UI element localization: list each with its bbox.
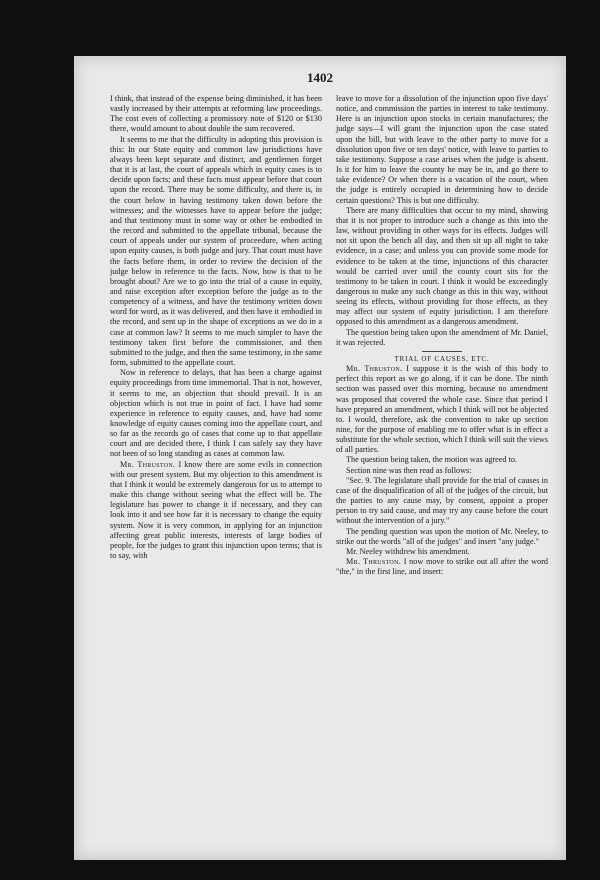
paragraph <box>110 460 322 562</box>
paragraph-text: I think, that instead of the expense being diminished, it has been vastly increased by their attempts at reforming law proceedings. The cost even of collecting a promissory note of $120 or $130 there, would amount to about double the sum recovered. <box>110 94 322 134</box>
page-number: 1402 <box>307 70 333 85</box>
paragraph-text: I know there are some evils in connection with our present system. But my objection to this amendment is that I think it would be extremely dangerous for us to attempt to make this change without seeing what the effect will be. The legislature has power to change it if necessary, and they can look into it and see how far it is necessary to change the equity system. Now it is very common, in applying for an injunction affecting great public interests, interests of large bodies of people, for the judges to grant this injunction upon terms; that is to say, with <box>110 459 323 561</box>
paragraph-text: leave to move for a dissolution of the injunction upon five days' notice, and commission the parties in interest to take testimony. Here is an injunction upon stocks in certain manufactures; the judge says—I will grant the injunction upon the case stated upon the bill, but with leave to the other party to move for a dissolution upon five or ten days' notice, with leave to parties to take testimony. Suppose a case arises when the judge is absent. Is it for him to leave the county he may be in, and go there to take evidence? Or when there is a vacation of the court, when the judge is entirely occupied in determining how to decide certain questions? This is but one difficulty. <box>336 94 548 205</box>
paragraph <box>110 135 322 369</box>
paragraph <box>110 94 322 135</box>
paragraph-text: The question being taken, the motion was agreed to. <box>346 455 517 465</box>
paragraph-text: I suppose it is the wish of this body to perfect this report as we go along, if it can be done. The ninth section was passed over this morning, because no amendment was proposed that covered the whole case. Since that period I have prepared an amendment, which I think will not be objected to. I would, therefore, ask the convention to take up section nine, for the purpose of enabling me to offer what is in effect a substitute for the whole section, which I think will suit the views of all parties. <box>336 364 548 455</box>
right-column <box>336 94 548 577</box>
speaker-name: Mr. Thruston. <box>346 364 403 374</box>
speaker-name: Mr. Thruston. <box>120 459 176 469</box>
paragraph <box>336 206 548 328</box>
paragraph-text: I now move to strike out all after the word "the," in the first line, and insert: <box>336 557 549 577</box>
section-rule <box>422 351 462 352</box>
paragraph <box>336 94 548 206</box>
paragraph-text: The pending question was upon the motion of Mr. Neeley, to strike out the words "all of the judges" and insert "any judge." <box>336 526 548 546</box>
paragraph-text: The question being taken upon the amendment of Mr. Daniel, it was rejected. <box>336 327 548 347</box>
paragraph <box>110 368 322 459</box>
left-column <box>110 94 322 561</box>
paragraph <box>336 476 548 527</box>
document-page <box>74 56 566 860</box>
paragraph <box>336 455 548 465</box>
paragraph-text: "Sec. 9. The legislature shall provide for the trial of causes in case of the disqualification of all of the judges of the circuit, but the parties to any cause may, by consent, appoint a proper person to try said cause, and may try any cause before the court without the intervention of a jury." <box>336 475 548 526</box>
paragraph <box>336 527 548 547</box>
paragraph-text: Section nine was then read as follows: <box>346 465 472 475</box>
paragraph <box>336 364 548 455</box>
paragraph-text: There are many difficulties that occur to my mind, showing that it is not proper to introduce such a change as this into the law, without providing in other ways for its effects. Judges will not sit upon the bench all day, and then sit up all night to take evidence, in a case; and unless you can provide some mode for evidence to be taken at the time, injunctions of this character would be carried over until the county court sits for the testimony to be taken in court. I think it would be exceedingly dangerous to make any such change as this in this way, without seeing its effects, without providing for those effects, as they may affect our system of equity jurisdiction. I am therefore opposed to this amendment as a dangerous amendment. <box>336 205 548 327</box>
paragraph-text: Now in reference to delays, that has been a charge against equity proceedings from time immemorial. That is not, however, it seems to me, an objection that should prevail. It is an objection which is not true in point of fact. I have had some experience in reference to equity causes, and, have had some knowledge of equity causes coming into the appellate court, and so far as the records go of cases that come up to that appellate court and are decided there, I think I can safely say they have not been of so long standing as cases at common law. <box>110 368 322 459</box>
paragraph <box>336 557 548 577</box>
paragraph <box>336 547 548 557</box>
paragraph-text: Mr. Neeley withdrew his amendment. <box>346 546 470 556</box>
paragraph-text: It seems to me that the difficulty in adopting this provision is this: In our State equity and common law jurisdictions have always been kept separate and distinct, and gentlemen forget that it is at last, the court of appeals which in equity cases is to decide upon facts; and these facts must appear before that court upon the record. There may be some difficulty, and there is, in the court below in having testimony taken down before the witnesses; and the witnesses have to appear before the judge; and that testimony must in some way or other be embodied in the record and submitted to the appellate tribunal, because the court of appeals under our system of proceedure, when acting upon equity causes, is both judge and jury. That court must have the facts before them, in order to review the decision of the judge below in reference to the facts. Now, how is that to be brought about? Are we to go into the trial of a cause in equity, and raise exception after exception before the judge as to the competency of a witness, and have the testimony written down word for word, as it was delivered, and then have it embodied in the record, and sent up in the shape of exceptions as we do in a case at common law? It seems to me much simpler to have the testimony taken first before the commissioner, and then submitted to the judge, and then the same testimony, in the same form, submitted to the appellate court. <box>110 134 322 368</box>
paragraph <box>336 466 548 476</box>
speaker-name: Mr. Thruston. <box>346 557 402 567</box>
paragraph <box>336 328 548 348</box>
section-heading: TRIAL OF CAUSES, ETC. <box>394 354 490 363</box>
